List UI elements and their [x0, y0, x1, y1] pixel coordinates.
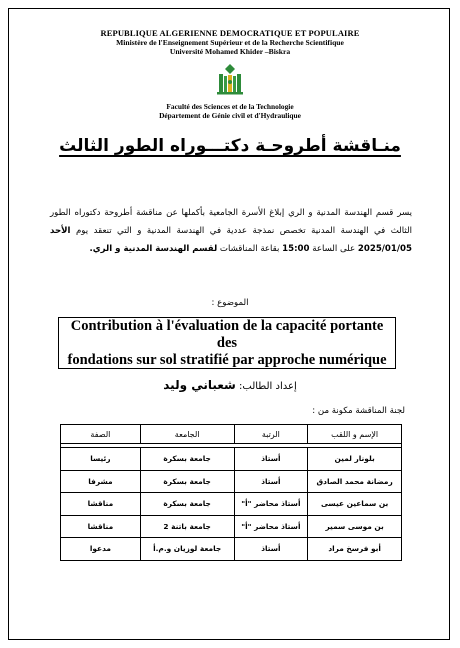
member-role: مدعوا: [61, 538, 141, 561]
page-title: [0, 136, 460, 156]
committee-table: [60, 424, 402, 561]
table-row: [61, 515, 402, 538]
column-header: الإسم و اللقب: [308, 425, 402, 444]
page-title-text: منـاقشة أطروحـة دكتـــوراه الطور الثالث: [59, 136, 401, 156]
thesis-title-box: [58, 317, 396, 369]
faculty-block: [0, 103, 460, 121]
table-row: [61, 493, 402, 516]
member-role: رئيسا: [61, 448, 141, 471]
member-name: أبو فرسخ مراد: [308, 538, 402, 561]
member-name: بلونار لمين: [308, 448, 402, 471]
republic-line: REPUBLIQUE ALGERIENNE DEMOCRATIQUE ET POPULAIRE: [100, 28, 360, 38]
member-rank: أستاذ: [234, 538, 308, 561]
prepared-by: [140, 378, 320, 392]
member-university: جامعة بسكرة: [140, 470, 234, 493]
prepared-by-label: إعداد الطالب:: [235, 381, 297, 392]
table-row: [61, 538, 402, 561]
member-university: جامعة باتنة 2: [140, 515, 234, 538]
defense-date: 2025/01/05: [357, 244, 412, 254]
member-university: جامعة بسكرة: [140, 448, 234, 471]
defense-time: 15:00: [282, 244, 310, 254]
department-line: Département de Génie civil et d'Hydraulique: [159, 110, 301, 120]
table-row: [61, 448, 402, 471]
announcement-text-a: يسر قسم الهندسة المدنية و الري إبلاغ الأسرة الجامعية بأكملها عن مناقشة أطروحة دكتوراه الطور الثالث في الهندسة المدنية تخصص نمذجة عددية في الهندسة المدنية و التي تنعقد يوم: [50, 208, 412, 236]
member-name: رمضانة محمد الصادق: [308, 470, 402, 493]
member-rank: أستاذ: [234, 448, 308, 471]
university-logo-icon: [213, 62, 247, 96]
thesis-title-line2: fondations sur sol stratifié par approche numérique: [67, 351, 387, 368]
institution-header: [0, 28, 460, 56]
subject-label: الموضوع :: [211, 298, 249, 308]
university-line: Université Mohamed Khider –Biskra: [169, 47, 291, 56]
column-header: الجامعة: [140, 425, 234, 444]
member-name: بن سماعين عيسى: [308, 493, 402, 516]
announcement-text-c: بقاعة المناقشات: [217, 244, 283, 254]
announcement-paragraph: [50, 204, 412, 258]
member-rank: أستاذ محاضر "أ": [234, 515, 308, 538]
table-row: [61, 470, 402, 493]
member-name: بن موسى سمير: [308, 515, 402, 538]
member-university: جامعة بسكرة: [140, 493, 234, 516]
defense-day: الأحد: [50, 226, 71, 236]
member-role: مشرفا: [61, 470, 141, 493]
student-name: شعباني وليد: [163, 378, 236, 392]
thesis-title-line1: Contribution à l'évaluation de la capacité portante des: [70, 317, 384, 351]
member-role: مناقشا: [61, 493, 141, 516]
member-rank: أستاذ: [234, 470, 308, 493]
ministry-line: Ministère de l'Enseignement Supérieur et de la Recherche Scientifique: [116, 38, 344, 47]
announcement-text-b: على الساعة: [309, 244, 358, 254]
column-header: الصفة: [61, 425, 141, 444]
faculty-line: Faculté des Sciences et de la Technologie: [166, 102, 294, 111]
member-rank: أستاذ محاضر "أ": [234, 493, 308, 516]
column-header: الرتبة: [234, 425, 308, 444]
table-header-row: [61, 425, 402, 444]
member-university: جامعة لوزيان و.م.أ: [140, 538, 234, 561]
committee-label: لجنة المناقشة مكونة من :: [312, 406, 405, 416]
member-role: مناقشا: [61, 515, 141, 538]
defense-place: لقسم الهندسة المدنية و الري.: [89, 244, 218, 254]
